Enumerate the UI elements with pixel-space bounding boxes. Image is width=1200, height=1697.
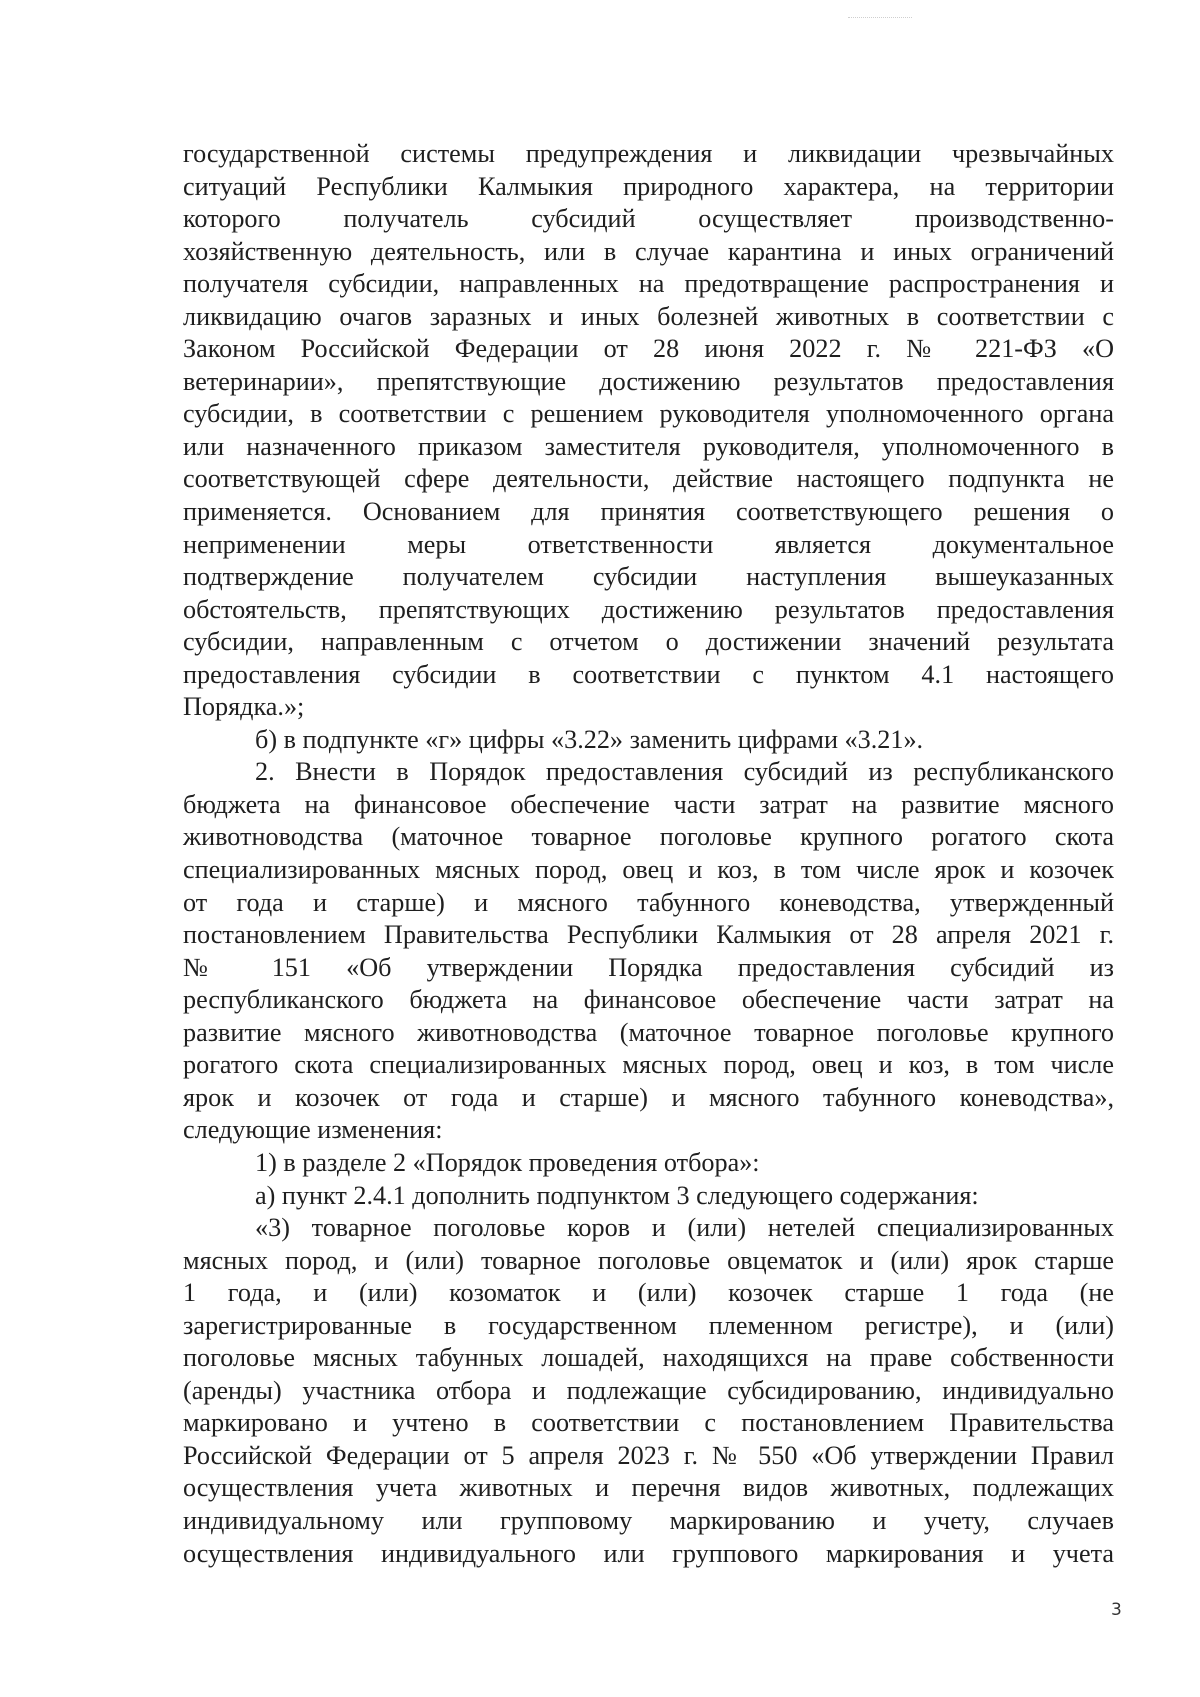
text-line: осуществления индивидуального или группового маркирования и учета [183,1538,1114,1568]
text-line: ликвидацию очагов заразных и иных болезней животных в соответствии с [183,301,1114,331]
text-line: Законом Российской Федерации от 28 июня 2022 г. № 221-ФЗ «О [183,334,1114,364]
paragraph-item-2 [183,756,1114,1147]
text-line: Российской Федерации от 5 апреля 2023 г. № 550 «Об утверждении Правил [183,1440,1114,1470]
text-line: поголовье мясных табунных лошадей, находящихся на праве собственности [183,1343,1114,1373]
text-line: маркировано и учтено в соответствии с постановлением Правительства [183,1408,1114,1438]
text-line: неприменении меры ответственности является документальное [183,529,1114,559]
text-line: получателя субсидии, направленных на предотвращение распространения и [183,269,1114,299]
text-line: № 151 «Об утверждении Порядка предоставления субсидий из [183,952,1114,982]
text-line: бюджета на финансовое обеспечение части затрат на развитие мясного [183,789,1114,819]
text-line: а) пункт 2.4.1 дополнить подпунктом 3 следующего содержания: [255,1180,979,1210]
page-number: 3 [1111,1600,1122,1620]
text-line: (аренды) участника отбора и подлежащие субсидированию, индивидуально [183,1375,1114,1405]
paragraph-subpoint-3 [183,1212,1114,1570]
text-line: индивидуальному или групповому маркированию и учету, случаев [183,1505,1114,1535]
text-line: специализированных мясных пород, овец и коз, в том числе ярок и козочек [183,855,1114,885]
text-line: следующие изменения: [183,1115,443,1145]
text-line: подтверждение получателем субсидии наступления вышеуказанных [183,562,1114,592]
text-line: зарегистрированные в государственном племенном регистре), и (или) [183,1310,1114,1340]
text-line: применяется. Основанием для принятия соответствующего решения о [183,497,1114,527]
text-line: предоставления субсидии в соответствии с пунктом 4.1 настоящего [183,659,1114,689]
text-line: животноводства (маточное товарное поголовье крупного рогатого скота [183,822,1114,852]
text-line: развитие мясного животноводства (маточное товарное поголовье крупного [183,1017,1114,1047]
text-line: или назначенного приказом заместителя руководителя, уполномоченного в [183,431,1114,461]
paragraph-subitem-b [183,724,1114,757]
text-line: рогатого скота специализированных мясных пород, овец и коз, в том числе [183,1050,1114,1080]
text-line: субсидии, направленным с отчетом о достижении значений результата [183,627,1114,657]
scan-artifact [848,17,912,21]
text-line: мясных пород, и (или) товарное поголовье овцематок и (или) ярок старше [183,1245,1114,1275]
text-line: республиканского бюджета на финансовое обеспечение части затрат на [183,985,1114,1015]
paragraph-section-2 [183,1147,1114,1180]
text-line: 2. Внести в Порядок предоставления субсидий из республиканского [255,757,1114,787]
text-line: «3) товарное поголовье коров и (или) нетелей специализированных [255,1213,1114,1243]
text-line: хозяйственную деятельность, или в случае карантина и иных ограничений [183,236,1114,266]
text-line: от года и старше) и мясного табунного коневодства, утвержденный [183,887,1114,917]
text-line: субсидии, в соответствии с решением руководителя уполномоченного органа [183,399,1114,429]
text-line: государственной системы предупреждения и ликвидации чрезвычайных [183,139,1114,168]
text-line: которого получатель субсидий осуществляет производственно- [183,204,1114,234]
text-line: постановлением Правительства Республики Калмыкия от 28 апреля 2021 г. [183,920,1114,950]
text-line: ситуаций Республики Калмыкия природного характера, на территории [183,171,1114,201]
paragraph-point-2-4-1 [183,1180,1114,1213]
text-line: б) в подпункте «г» цифры «3.22» заменить цифрами «3.21». [255,724,924,754]
text-line: осуществления учета животных и перечня видов животных, подлежащих [183,1473,1114,1503]
paragraph-continuation [183,138,1114,724]
text-line: Порядка.»; [183,692,305,722]
text-line: 1 года, и (или) козоматок и (или) козочек старше 1 года (не [183,1278,1114,1308]
text-line: ветеринарии», препятствующие достижению результатов предоставления [183,366,1114,396]
text-line: соответствующей сфере деятельности, действие настоящего подпункта не [183,464,1114,494]
text-line: 1) в разделе 2 «Порядок проведения отбора»: [255,1147,760,1177]
text-line: обстоятельств, препятствующих достижению результатов предоставления [183,594,1114,624]
text-line: ярок и козочек от года и старше) и мясного табунного коневодства», [183,1082,1114,1112]
document-body [183,138,1114,1570]
